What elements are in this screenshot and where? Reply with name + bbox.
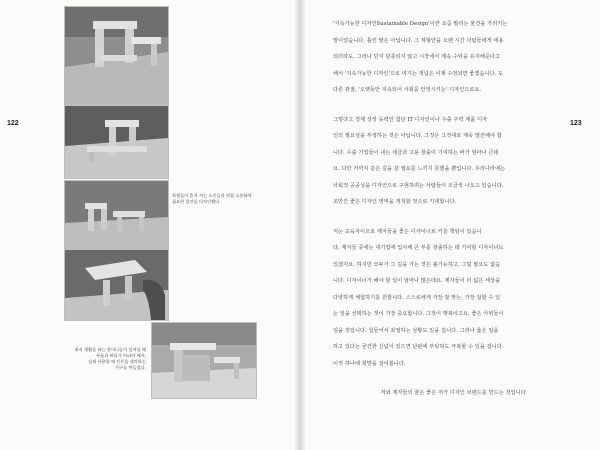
- text-line: 다양하게 체험하기를 원합니다. 스스로에게 가장 잘 맞는, 가장 잘할 수 있: [333, 294, 501, 301]
- text-line: 는 일을 선택하는 것이 가장 중요합니다. 그것이 행복이고요, 좋은 아위들이: [333, 311, 504, 317]
- caption-line: 실제 사용할 때 튼튼을 생각하는: [88, 359, 146, 364]
- photo-caption-2: [68, 347, 146, 371]
- stool-prototype-photo-2: [64, 105, 169, 179]
- stool-prototype-photo-5: [151, 322, 257, 399]
- text-line: 다. 제자들 중에는 대기업에 입사해 큰 부를 창출하는 데 기여할 디자이너도: [333, 245, 504, 251]
- text-line: 되더라도, 그러나 단지 단종되지 않고 시장에서 계속 수익을 유지해준다고: [333, 54, 501, 60]
- paragraph-3: [333, 224, 575, 373]
- text-line: 사회적 공공성을 디자인으로 구현하려는 사람들이 조금씩 나오고 있습니다.: [333, 182, 504, 189]
- stool-prototype-photo-4: [64, 249, 169, 321]
- text-line: 조만간 좋은 디자인 영역을 개척할 것으로 기대합니다.: [333, 199, 457, 205]
- paragraph-4: [333, 385, 575, 402]
- text-line: 저와 제자들의 꿈은 좋은 저가 디자인 브랜드를 만드는 것입니다.: [380, 390, 528, 396]
- paragraph-2: [333, 112, 575, 211]
- text-line: '지속가능한 디자인Sustainable Design'이란 요즘 팔리는 물건을 가리키는: [333, 21, 508, 27]
- text-line: 요. 다만 저까지 같은 길을 갈 필요를 느끼지 못했을 뿐입니다. 우리나라에는: [333, 166, 506, 172]
- text-line: 니다. 수출 기업들이 내는 세금과 고용 창출이 기여하는 바가 엄마나 큰데: [333, 149, 499, 156]
- photo-caption-1: [172, 193, 251, 205]
- text-line: 저는 교육자이므로 제자들을 좋은 디자이너로 키울 책임이 있습니: [333, 228, 482, 235]
- text-line: 이것 하나에 희망을 걸어봅니다.: [333, 360, 406, 367]
- text-line: 해서 '지속가능한 디자인'으로 여기는 개념은 이제 수정되면 좋겠습니다. 도: [333, 70, 504, 77]
- text-line: 있겠지요. 하지만 모두가 그 길을 가는 것은 불가능하고, 그럴 필요도 없습: [333, 261, 501, 268]
- body-text: [333, 16, 575, 415]
- caption-line: 좌식 생활을 하는 할머니들이 일어날 때: [74, 347, 146, 352]
- caption-line: 무릎과 허리가 아파야 해서,: [96, 353, 146, 358]
- text-line: 하고 있다는 굳건한 신념이 있으면 난관에 부딪혀도 극복할 수 있을 겁니다.: [333, 344, 504, 350]
- caption-line: 필요한 물건을 디자인했다: [172, 199, 220, 204]
- caption-line: 가구를 만들었다.: [115, 365, 146, 370]
- book-gutter: [294, 0, 306, 450]
- text-line: 그렇다고 경제 성장 동력인 첨단 IT 디자인이나 수출 주력 제품 디자: [333, 116, 488, 123]
- paragraph-1: [333, 16, 575, 99]
- right-page-number: 123: [570, 120, 582, 127]
- stool-prototype-photo-3: [64, 180, 169, 249]
- text-line: 인의 필요성을 부정하는 것은 아닙니다. 그것은 그것대로 계속 발전해야 합: [333, 133, 502, 139]
- left-page-number: 122: [7, 120, 19, 127]
- text-line: 말이었습니다. 틀린 말은 아닙니다. 그 제형안을 오랜 시간 사람들에게 애용: [333, 37, 504, 44]
- caption-line: 학생들이 혼자 서는 노인들과 직접 소통하여: [172, 193, 252, 198]
- text-line: 니다. 디자이너가 해야 할 일이 엄마나 많은데요. 제자들이 더 넓은 세상을: [333, 278, 501, 284]
- stool-prototype-photo-1: [64, 6, 169, 105]
- text-line: 일을 것입니다. 힘들어서 좌절하는 상황도 있을 겁니다. 그러나 옳은 일을: [333, 327, 499, 334]
- text-line: 다른 관점, '오랫동안 지속되어 사회를 안정시키는' 디자인으로요.: [333, 87, 482, 93]
